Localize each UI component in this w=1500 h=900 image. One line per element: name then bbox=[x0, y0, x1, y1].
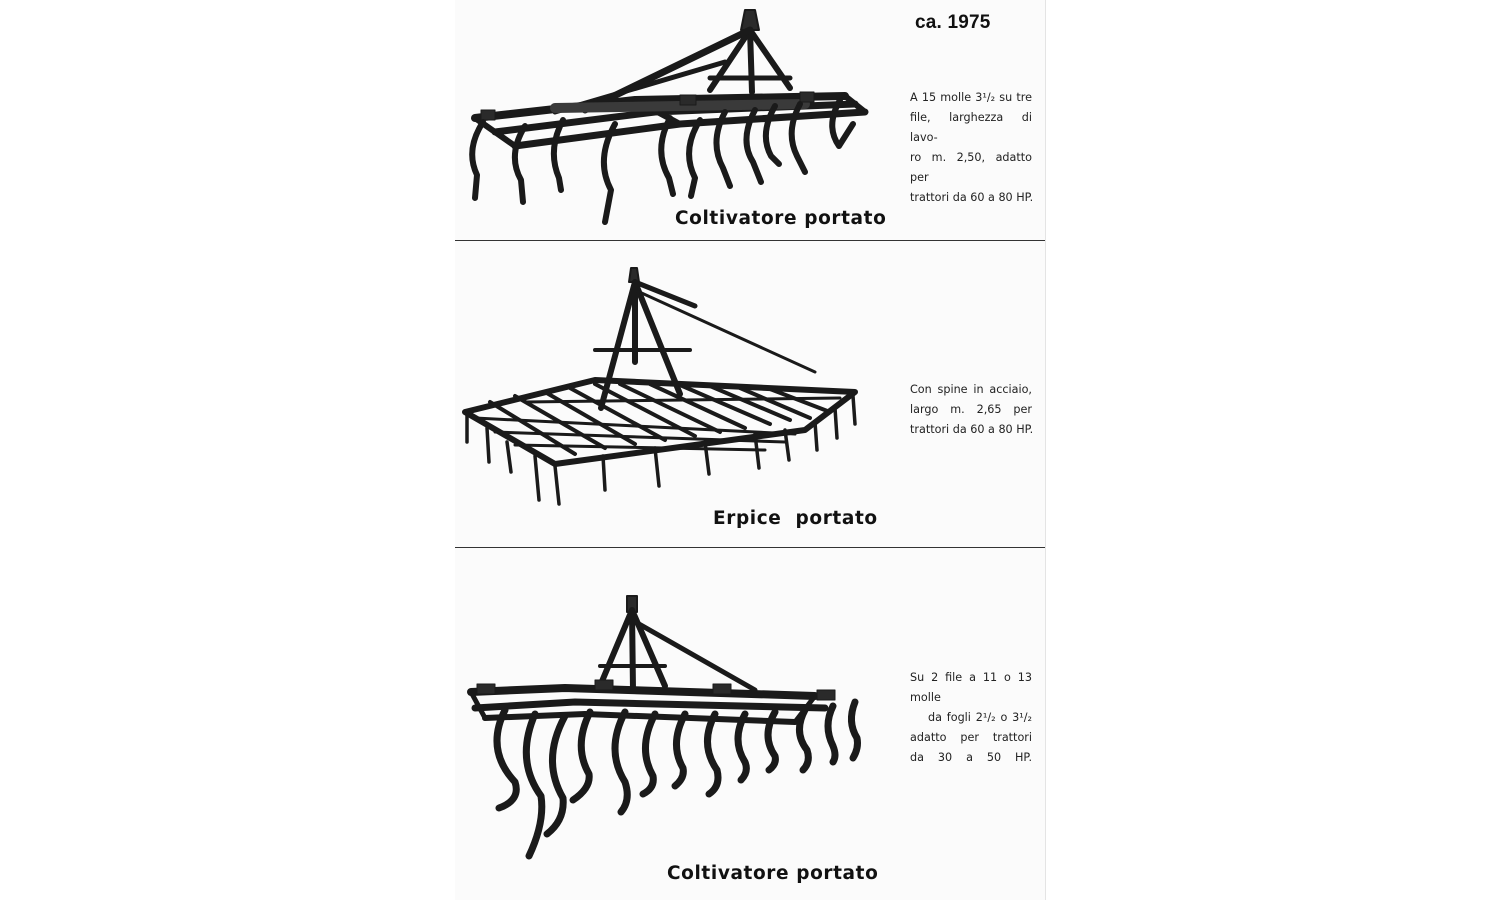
cultivator-illustration-2 bbox=[455, 550, 915, 870]
product-2-title: Erpice portato bbox=[713, 508, 878, 529]
section-divider-2 bbox=[455, 547, 1045, 548]
product-2-description bbox=[910, 380, 1032, 440]
desc-line: largo m. 2,65 per bbox=[910, 403, 1032, 416]
product-1-title: Coltivatore portato bbox=[675, 208, 887, 229]
cultivator-illustration-1 bbox=[455, 0, 915, 240]
desc-line: Su 2 file a 11 o 13 molle bbox=[910, 671, 1032, 704]
section-divider-1 bbox=[455, 240, 1045, 241]
brochure-page bbox=[455, 0, 1046, 900]
product-1-description bbox=[910, 88, 1032, 208]
year-label: ca. 1975 bbox=[915, 12, 991, 33]
desc-line: da fogli 2¹/₂ o 3¹/₂ bbox=[928, 711, 1032, 724]
product-3-description bbox=[910, 668, 1032, 768]
desc-line: ro m. 2,50, adatto per bbox=[910, 151, 1032, 184]
desc-line: da 30 a 50 HP. bbox=[910, 751, 1032, 764]
desc-line: Con spine in acciaio, bbox=[910, 383, 1032, 396]
desc-line: A 15 molle 3¹/₂ su tre bbox=[910, 91, 1032, 104]
desc-line: adatto per trattori bbox=[910, 731, 1032, 744]
desc-line: trattori da 60 a 80 HP. bbox=[910, 191, 1034, 204]
desc-line: file, larghezza di lavo- bbox=[910, 111, 1032, 144]
product-3-title: Coltivatore portato bbox=[667, 863, 879, 884]
harrow-illustration bbox=[455, 242, 915, 542]
desc-line: trattori da 60 a 80 HP. bbox=[910, 423, 1034, 436]
